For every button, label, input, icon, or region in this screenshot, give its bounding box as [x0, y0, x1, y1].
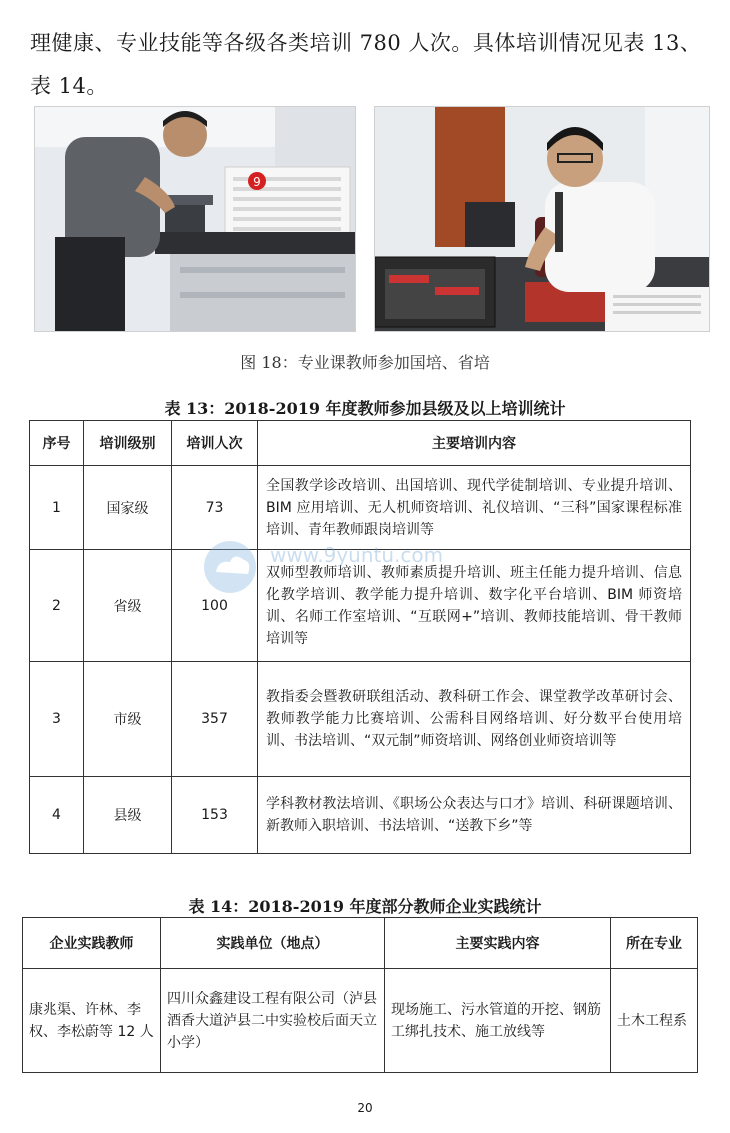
row-content: 教指委会暨教研联组活动、教科研工作会、课堂教学改革研讨会、教师教学能力比赛培训、公需科目网络培训、好分数平台使用培训、书法培训、“双元制”师资培训、网络创业师资培训等 — [258, 662, 691, 777]
row-level: 省级 — [84, 550, 172, 662]
photo-vise-training — [34, 106, 356, 332]
table-row — [30, 466, 691, 550]
row-no: 3 — [30, 662, 84, 777]
watermark-url: www.9yuntu.com — [270, 543, 444, 567]
page-number: 20 — [357, 1101, 373, 1115]
table13-header-row — [30, 421, 691, 466]
row-count: 73 — [172, 466, 258, 550]
row-teachers: 康兆渠、许林、李权、李松蔚等 12 人 — [23, 969, 161, 1073]
table13 — [29, 420, 691, 854]
photo-electronics-illustration — [375, 107, 709, 331]
row-major: 土木工程系 — [611, 969, 698, 1073]
row-no: 4 — [30, 777, 84, 854]
table14-header-content: 主要实践内容 — [385, 918, 611, 969]
table-row — [30, 777, 691, 854]
table14-header-major: 所在专业 — [611, 918, 698, 969]
row-unit: 四川众鑫建设工程有限公司（泸县酒香大道泸县二中实验校后面天立小学） — [161, 969, 385, 1073]
photo-vise-illustration — [35, 107, 355, 331]
row-content: 学科教材教法培训、《职场公众表达与口才》培训、科研课题培训、新教师入职培训、书法培训、“送教下乡”等 — [258, 777, 691, 854]
row-no: 1 — [30, 466, 84, 550]
sign-digit: 9 — [253, 175, 261, 189]
table-row — [23, 969, 698, 1073]
intro-paragraph: 理健康、专业技能等各级各类培训 780 人次。具体培训情况见表 13、表 14。 — [30, 31, 702, 98]
row-level: 县级 — [84, 777, 172, 854]
row-count: 357 — [172, 662, 258, 777]
row-content: 现场施工、污水管道的开挖、钢筋工绑扎技术、施工放线等 — [385, 969, 611, 1073]
table14-header-row — [23, 918, 698, 969]
table13-header-content: 主要培训内容 — [258, 421, 691, 466]
row-count: 100 — [172, 550, 258, 662]
photo-electronics-training — [374, 106, 710, 332]
row-content: 全国教学诊改培训、出国培训、现代学徒制培训、专业提升培训、BIM 应用培训、无人机师资培训、礼仪培训、“三科”国家课程标准培训、青年教师跟岗培训等 — [258, 466, 691, 550]
table13-header-level: 培训级别 — [84, 421, 172, 466]
row-no: 2 — [30, 550, 84, 662]
table14-header-teachers: 企业实践教师 — [23, 918, 161, 969]
table13-header-count: 培训人次 — [172, 421, 258, 466]
table14-header-unit: 实践单位（地点） — [161, 918, 385, 969]
row-level: 国家级 — [84, 466, 172, 550]
row-level: 市级 — [84, 662, 172, 777]
table14 — [22, 917, 698, 1073]
table-row — [30, 662, 691, 777]
table13-title: 表 13：2018-2019 年度教师参加县级及以上培训统计 — [164, 399, 566, 418]
figure-caption: 图 18：专业课教师参加国培、省培 — [240, 353, 490, 372]
row-content: 双师型教师培训、教师素质提升培训、班主任能力提升培训、信息化教学培训、教学能力提升培训、数字化平台培训、BIM 师资培训、名师工作室培训、“互联网+”培训、教师技能培训、骨干教师培训等 — [258, 550, 691, 662]
table14-title: 表 14：2018-2019 年度部分教师企业实践统计 — [188, 897, 542, 916]
table13-header-no: 序号 — [30, 421, 84, 466]
row-count: 153 — [172, 777, 258, 854]
table-row — [30, 550, 691, 662]
